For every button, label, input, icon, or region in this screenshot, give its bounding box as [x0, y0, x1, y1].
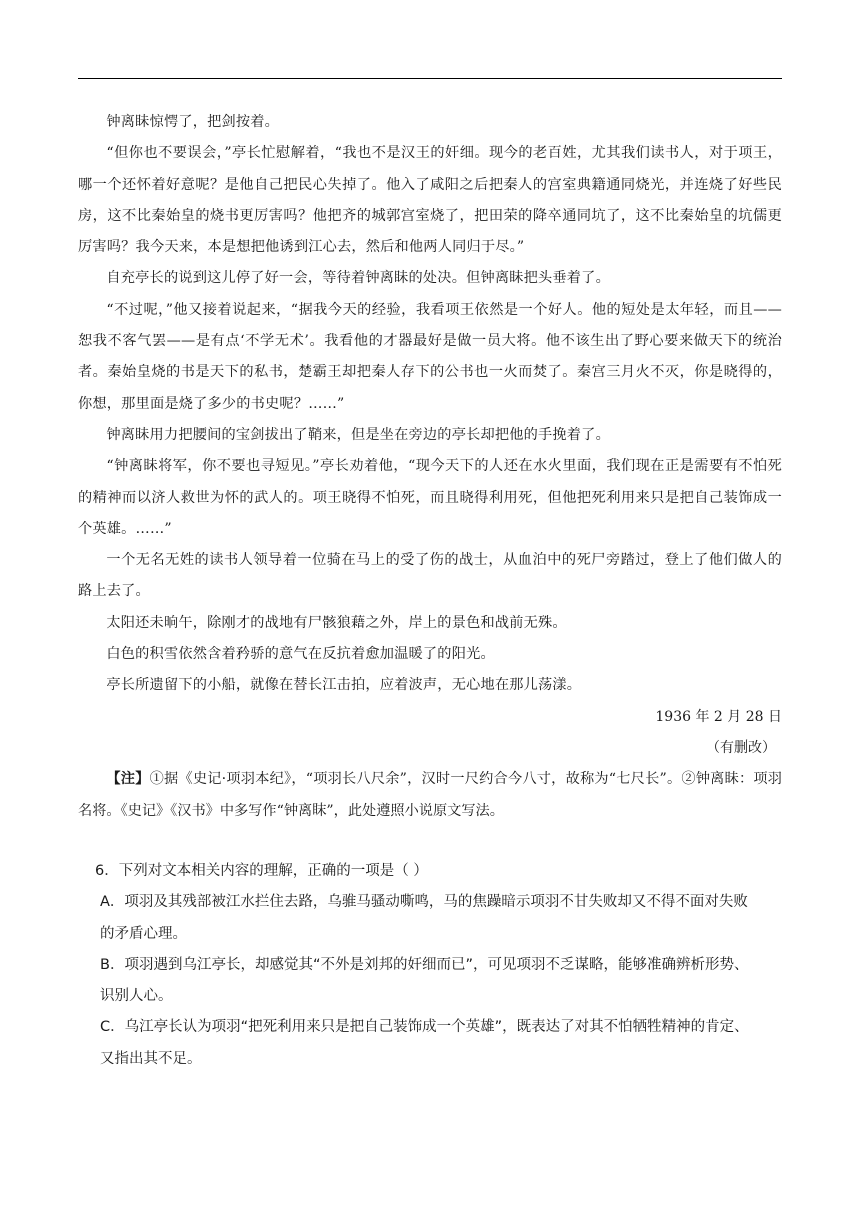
question-stem: 6．下列对文本相关内容的理解，正确的一项是（ ）	[95, 863, 428, 879]
option-b[interactable]	[100, 950, 784, 1013]
paragraph: “但你也不要误会，”亭长忙慰解着，“我也不是汉王的奸细。现今的老百姓，尤其我们读书人，对于项王，哪一个还怀着好意呢？是他自己把民心失掉了。他入了咸阳之后把秦人的宫室典籍通同烧光，并连烧了好些民房，这不比秦始皇的烧书更厉害吗？他把齐的城郭宫室烧了，把田荣的降卒通同坑了，这不比秦始皇的坑儒更厉害吗？我今天来，本是想把他诱到江心去，然后和他两人同归于尽。”	[78, 145, 782, 256]
paragraph: “不过呢，”他又接着说起来，“据我今天的经验，我看项王依然是一个好人。他的短处是太年轻，而且——恕我不客气罢——是有点‘不学无术’。我看他的才器最好是做一员大将。他不该生出了野心要来做天下的统治者。秦始皇烧的书是天下的私书，楚霸王却把秦人存下的公书也一火而焚了。秦宫三月火不灭，你是晓得的，你想，那里面是烧了多少的书史呢？……”	[78, 301, 782, 412]
question-6	[95, 856, 784, 1075]
header-rule	[78, 78, 782, 79]
footnote-text: ①据《史记·项羽本纪》，“项羽长八尺余”，汉时一尺约合今八寸，故称为“七尺长”。②钟离眛：项羽名将。《史记》《汉书》中多写作“钟离眜”，此处遵照小说原文写法。	[78, 771, 782, 819]
option-c-line2: 又指出其不足。	[100, 1050, 202, 1067]
paragraph: 一个无名无姓的读书人领导着一位骑在马上的受了伤的战士，从血泊中的死尸旁踏过，登上了他们做人的路上去了。	[78, 552, 782, 600]
footnote	[78, 764, 782, 827]
paragraph: 自充亭长的说到这儿停了好一会，等待着钟离眛的处决。但钟离眛把头垂着了。	[106, 270, 610, 287]
paragraph: “钟离眛将军，你不要也寻短见。”亭长劝着他，“现今天下的人还在水火里面，我们现在正是需要有不怕死的精神而以济人救世为怀的武人的。项王晓得不怕死，而且晓得利用死，但他把死利用来只是把自己装饰成一个英雄。……”	[78, 458, 782, 537]
option-a-line1: A．项羽及其残部被江水拦住去路，乌骓马骚动嘶鸣，马的焦躁暗示项羽不甘失败却又不得不面对失败	[100, 894, 748, 911]
paragraph: 亭长所遗留下的小船，就像在替长江击拍，应着波声，无心地在那儿荡漾。	[106, 677, 582, 694]
option-a-line2: 的矛盾心理。	[100, 925, 187, 942]
option-c[interactable]	[100, 1012, 784, 1075]
paragraph: 太阳还未晌午，除刚才的战地有尸骸狼藉之外，岸上的景色和战前无殊。	[106, 614, 567, 631]
option-c-line1: C．乌江亭长认为项羽“把死利用来只是把自己装饰成一个英雄”，既表达了对其不怕牺牲精神的肯定、	[100, 1019, 749, 1036]
paragraph: 钟离眛惊愕了，把剑按着。	[106, 114, 280, 130]
option-b-line2: 识别人心。	[100, 988, 173, 1005]
paragraph: 白色的积雪依然含着矜骄的意气在反抗着愈加温暖了的阳光。	[106, 646, 495, 663]
footnote-tag: 【注】	[106, 771, 150, 788]
option-b-line1: B．项羽遇到乌江亭长，却感觉其“不外是刘邦的奸细而已”，可见项羽不乏谋略，能够准确辨析形势、	[100, 956, 749, 973]
source-note: （有删改）	[706, 739, 776, 756]
option-a[interactable]	[100, 887, 784, 950]
date-line: 1936 年 2 月 28 日	[655, 708, 782, 725]
story-text	[78, 107, 782, 827]
paragraph: 钟离眛用力把腰间的宝剑拔出了鞘来，但是坐在旁边的亭长却把他的手挽着了。	[106, 426, 610, 443]
